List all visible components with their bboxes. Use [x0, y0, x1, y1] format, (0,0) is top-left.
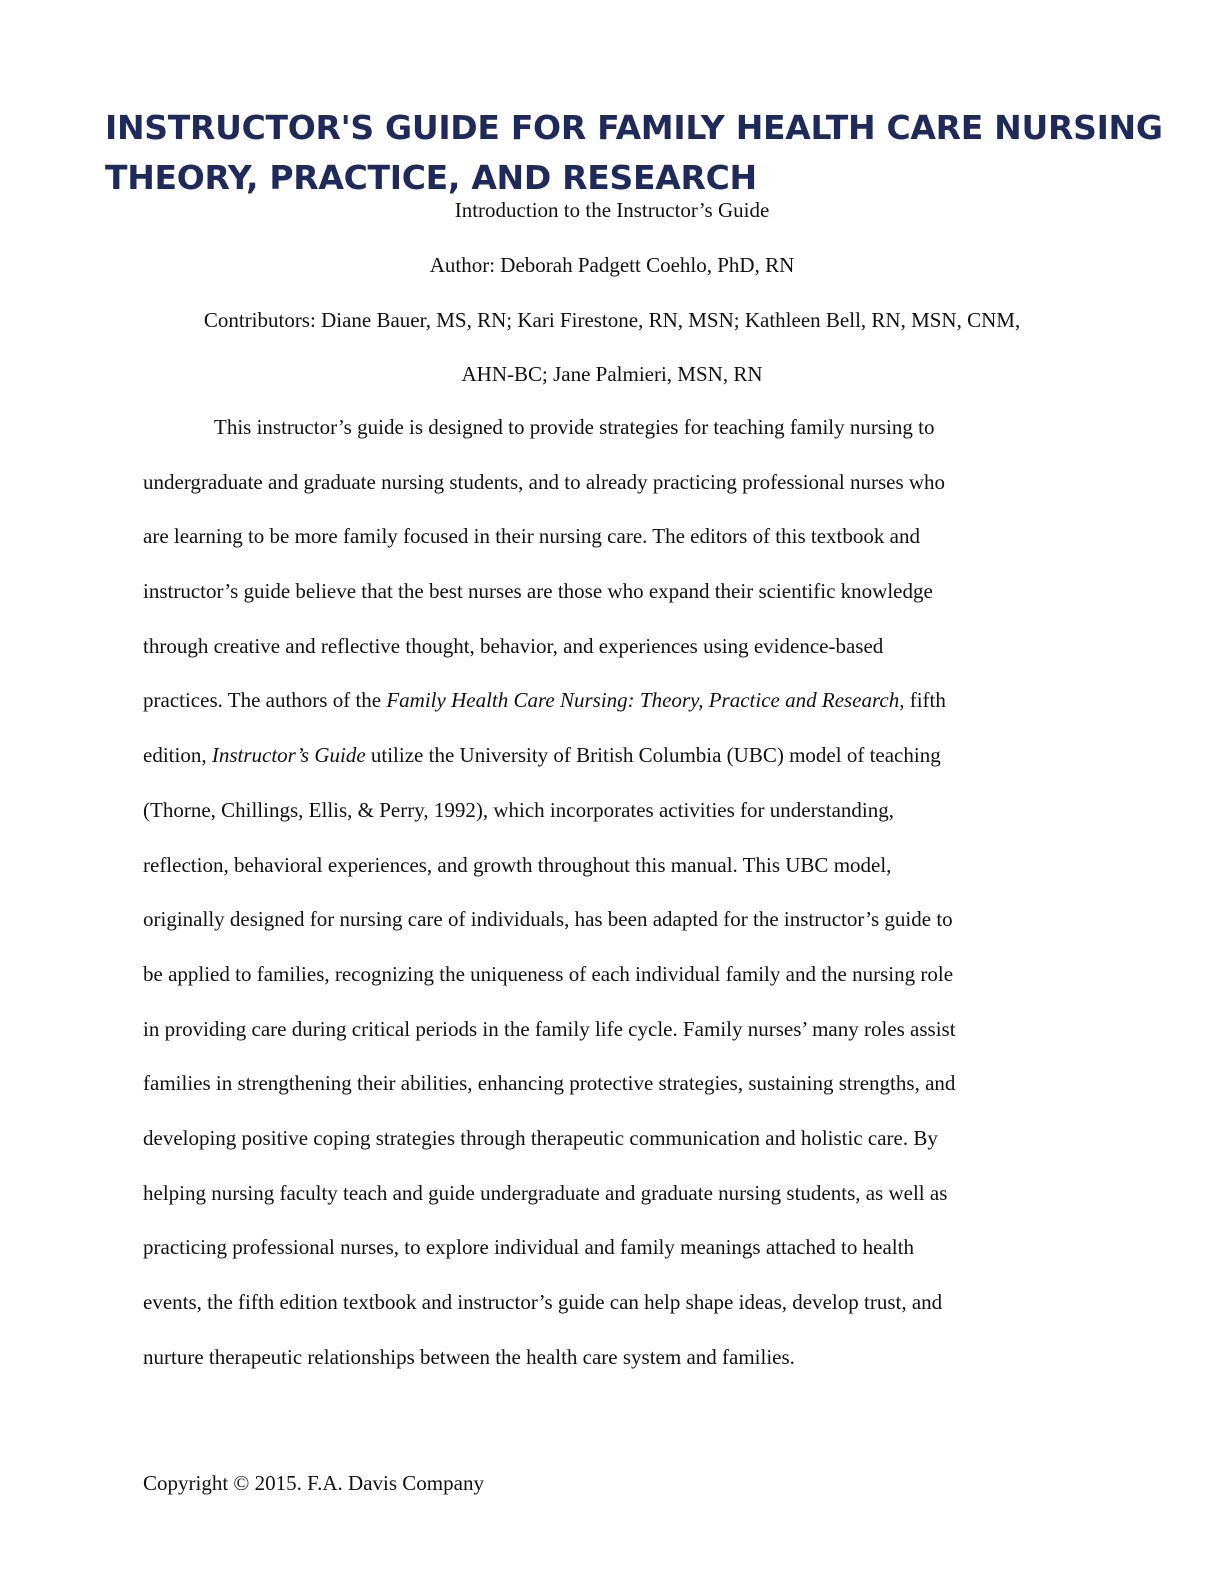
intro-paragraph [143, 411, 1103, 1395]
guide-title-italic: Instructor’s Guide [211, 743, 366, 768]
paragraph-line: be applied to families, recognizing the uniqueness of each individual family and the nursing role [143, 961, 954, 986]
paragraph-line: through creative and reflective thought, behavior, and experiences using evidence-based [143, 633, 884, 658]
paragraph-line: helping nursing faculty teach and guide undergraduate and graduate nursing students, as well as [143, 1180, 948, 1205]
author-line: Author: Deborah Padgett Coehlo, PhD, RN [429, 253, 795, 277]
line-text: utilize the University of British Columbia (UBC) model of teaching [365, 743, 941, 768]
paragraph-line: (Thorne, Chillings, Ellis, & Perry, 1992), which incorporates activities for understanding, [143, 797, 894, 822]
line-text: fifth [904, 688, 946, 713]
document-title [105, 103, 1205, 203]
line-text: practices. The authors of the [143, 688, 387, 713]
paragraph-line: instructor’s guide believe that the best nurses are those who expand their scientific knowledge [143, 579, 933, 604]
paragraph-line: families in strengthening their abilities, enhancing protective strategies, sustaining strengths, and [143, 1071, 956, 1096]
line-text: edition, [143, 743, 212, 768]
paragraph-line: in providing care during critical periods in the family life cycle. Family nurses’ many roles assist [143, 1016, 956, 1041]
title-line-1: INSTRUCTOR'S GUIDE FOR FAMILY HEALTH CARE NURSING [105, 108, 1163, 147]
paragraph-line: practicing professional nurses, to explore individual and family meanings attached to health [143, 1235, 914, 1260]
contributors-line-2: AHN-BC; Jane Palmieri, MSN, RN [461, 362, 763, 386]
subtitle: Introduction to the Instructor’s Guide [454, 198, 770, 222]
book-title-italic: Family Health Care Nursing: Theory, Practice and Research, [386, 688, 905, 713]
paragraph-line: reflection, behavioral experiences, and growth throughout this manual. This UBC model, [143, 852, 892, 877]
paragraph-line: This instructor’s guide is designed to provide strategies for teaching family nursing to [214, 415, 935, 439]
paragraph-line: are learning to be more family focused in their nursing care. The editors of this textbook and [143, 524, 920, 549]
copyright-footer: Copyright © 2015. F.A. Davis Company [143, 1471, 484, 1495]
contributors-line-1: Contributors: Diane Bauer, MS, RN; Kari Firestone, RN, MSN; Kathleen Bell, RN, MSN, CNM, [203, 308, 1021, 332]
paragraph-line: undergraduate and graduate nursing students, and to already practicing professional nurses who [143, 469, 946, 494]
paragraph-line: events, the fifth edition textbook and instructor’s guide can help shape ideas, develop trust, and [143, 1290, 943, 1314]
paragraph-line [143, 684, 1103, 739]
paragraph-line: nurture therapeutic relationships between the health care system and families. [143, 1344, 795, 1369]
paragraph-line [143, 739, 1103, 794]
paragraph-line: developing positive coping strategies through therapeutic communication and holistic care. By [143, 1125, 938, 1150]
paragraph-line: originally designed for nursing care of individuals, has been adapted for the instructor’s guide to [143, 907, 953, 932]
title-line-2: THEORY, PRACTICE, AND RESEARCH [105, 158, 757, 197]
